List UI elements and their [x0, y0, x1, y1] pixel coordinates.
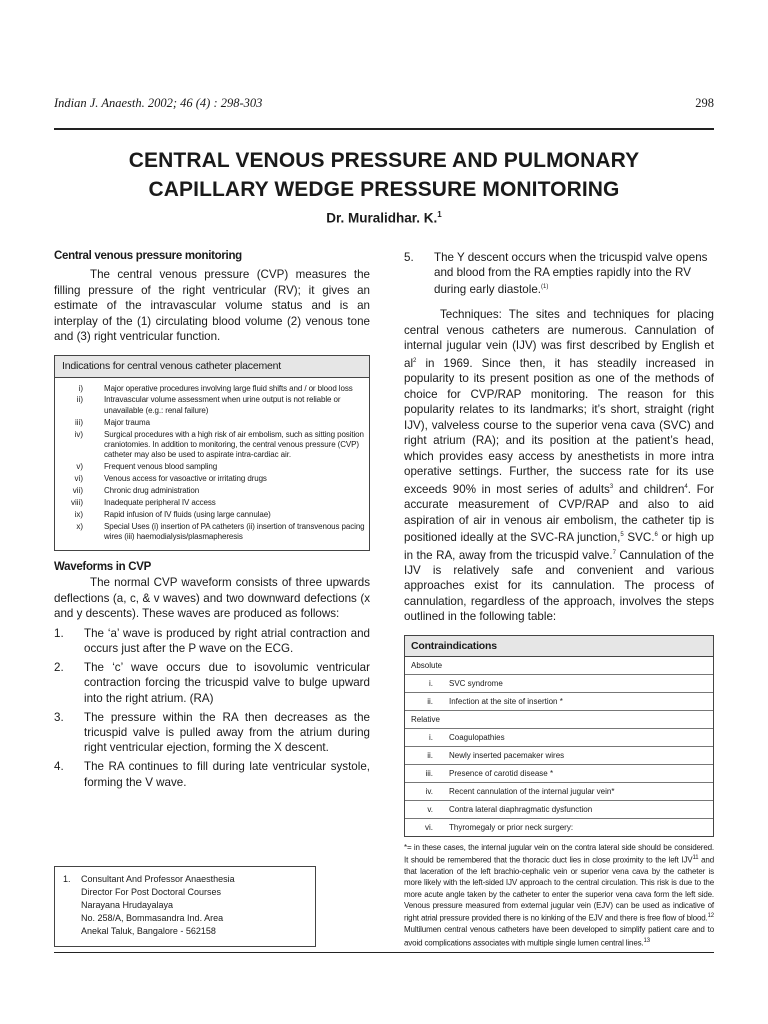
contra-group-relative: Relative	[405, 711, 713, 729]
reference-mark: 6	[654, 532, 658, 539]
author-affiliation-mark: 1	[437, 210, 442, 219]
wave-item: 1. The ‘a’ wave is produced by right atrial contraction and occurs just after the P wave on the ECG.	[54, 626, 370, 655]
indication-item: vii) Chronic drug administration	[72, 486, 200, 496]
section-heading-waveforms: Waveforms in CVP	[54, 561, 152, 574]
affiliation-line: Anekal Taluk, Bangalore - 562158	[81, 926, 216, 936]
reference-mark: 5	[620, 532, 624, 539]
reference-mark: 3	[609, 483, 614, 490]
reference-mark: 4	[684, 483, 688, 490]
contra-row: ii. Newly inserted pacemaker wires	[405, 747, 713, 765]
indication-item: x) Special Uses (i) insertion of PA catheters (ii) insertion of transvenous pacing wires (iii) haemodialysis/plasmapheresis	[76, 521, 365, 542]
cvp-intro-paragraph: The central venous pressure (CVP) measures the filling pressure of the right ventricular (RV); it gives an estimate of the intravascular volume status and is an interplay of the (1) circulating blood volume (2) venous tone and (3) right ventricular function.	[54, 268, 370, 343]
affiliation-line: No. 258/A, Bommasandra Ind. Area	[81, 913, 224, 923]
contraindications-title: Contraindications	[405, 636, 713, 657]
indication-item: iv) Surgical procedures with a high risk of air embolism, such as sitting position craniotomies. In addition to monitoring, the central venous pressure (CVP) catheter may also be used to aspirate intra-cardiac air.	[74, 429, 364, 460]
indication-item: ii) Intravascular volume assessment when urine output is not reliable or unavailable (e.g.: renal failure)	[76, 395, 341, 415]
indications-title: Indications for central venous catheter placement	[55, 356, 369, 378]
wave-item: 2. The ‘c’ wave occurs due to isovolumic ventricular contraction forcing the tricuspid valve to bulge upward into the right atrium. (RA)	[54, 661, 370, 705]
indication-item: i) Major operative procedures involving large fluid shifts and / or blood loss	[78, 383, 353, 393]
techniques-paragraph: Techniques: The sites and techniques for placing central venous catheters are numerous. Cannulation of internal jugular vein (IJV) was first described by English et $al^2$ in 1969. Since then, it has steadily increased in popularity to its present position as one of the methods of choice for CVP/RAP monitoring. The reason for this popularity relates to its landmarks; it’s short, straight (right IJV), valveless course to the superior vena cava (SVC) and right atrium (RA); and its position at the patient’s head, which provides easy access by anesthetists in more intra operative settings. Further, the success rate for its use exceeds 90% in most series of adults$^3$ and children$^4$. For accurate measurement of CVP/RAP and also to aid aspiration of air in venous air embolism, the catheter tip is positioned ideally at the SVC-RA junction,$^5$ SVC.$^6$ or high up in the RA, away from the tricuspid valve.$^7$ Cannulation of the IJV is relatively safe and convenient and various approaches exist for its cannulation. The process of cannulation, regardless of the approach, involves the steps outlined in the following table:	[404, 308, 715, 624]
indications-box	[54, 355, 370, 552]
indications-list	[55, 378, 369, 551]
contra-group-absolute: Absolute	[405, 657, 713, 675]
indication-item: v) Frequent venous blood sampling	[76, 462, 218, 472]
waveforms-intro-paragraph: The normal CVP waveform consists of three upwards deflections (a, c, & v waves) and two downward defections (x and y descents). These waves are produced as follows:	[54, 576, 370, 621]
right-column	[404, 250, 714, 949]
reference-mark: (1)	[540, 284, 549, 291]
article-title	[54, 146, 714, 204]
contra-row: ii. Infection at the site of insertion *	[405, 693, 713, 711]
contra-row: iv. Recent cannulation of the internal jugular vein*	[405, 783, 713, 801]
author	[54, 210, 714, 226]
reference-mark: 12	[707, 913, 714, 920]
contraindications-footnote: *= in these cases, the internal jugular vein on the contra lateral side should be considered. It should be remembered that the thoracic duct lies in close proximity to the left IJV$^{11}$ and that laceration of the left brachio-cephalic vein or superior vena cava by the catheter is more likely with the left-sided IJV approach to the central circulation. This risk is due to the more acute angle taken by the catheter to enter the superior vena cava form the left side. Venous pressure measured from external jugular vein (EJV) can be used as indicative of right atrial pressure provided there is no kinking of the EJV and there is free flow of blood.$^{12}$ Multilumen central venous catheters have been developed to simplify patient care and to avoid complications associates with multiple single lumen central lines.$^{13}$	[404, 842, 714, 948]
author-affiliation-box	[54, 866, 316, 947]
section-heading-cvp: Central venous pressure monitoring	[54, 250, 242, 262]
wave-item: 4. The RA continues to fill during late ventricular systole, forming the V wave.	[54, 760, 370, 789]
reference-mark: 2	[413, 357, 417, 364]
top-rule	[54, 128, 714, 130]
title-line-2: CAPILLARY WEDGE PRESSURE MONITORING	[148, 178, 620, 201]
contra-row: i. Coagulopathies	[405, 729, 713, 747]
contra-row: vi. Thyromegaly or prior neck surgery:	[425, 822, 574, 832]
page-header	[54, 96, 714, 114]
reference-mark: 7	[612, 549, 616, 556]
affiliation-line: Narayana Hrudayalaya	[81, 900, 174, 910]
reference-mark: 13	[643, 937, 650, 944]
left-column	[54, 250, 370, 794]
affiliation-line: Consultant And Professor Anaesthesia	[81, 874, 235, 884]
contra-row: i. SVC syndrome	[405, 675, 713, 693]
indication-item: vi) Venous access for vasoactive or irritating drugs	[74, 474, 267, 484]
author-name: Dr. Muralidhar. K.	[326, 210, 438, 226]
wave-item-5: 5. The Y descent occurs when the tricuspid valve opens and blood from the RA empties rapidly into the RV during early diastole.$^{(1)}$	[404, 251, 708, 297]
journal-citation: Indian J. Anaesth. 2002; 46 (4) : 298-303	[54, 96, 263, 110]
indication-item: ix) Rapid infusion of IV fluids (using large cannulae)	[74, 509, 271, 519]
contra-row: v. Contra lateral diaphragmatic dysfunction	[405, 801, 713, 819]
bottom-rule	[54, 952, 714, 953]
page-number: 298	[695, 96, 714, 110]
affiliation-line: Director For Post Doctoral Courses	[81, 887, 222, 897]
contra-row: iii. Presence of carotid disease *	[405, 765, 713, 783]
reference-mark: 11	[692, 855, 699, 862]
waves-list	[54, 626, 370, 790]
wave-item: 3. The pressure within the RA then decreases as the tricuspid valve is pulled away from the atrium during right ventricular ejection, forming the X descent.	[54, 710, 370, 755]
contraindications-table	[404, 635, 714, 837]
affiliation-number: 1.	[63, 874, 71, 884]
indication-item: viii) Inadequate peripheral IV access	[71, 498, 216, 508]
title-line-1: CENTRAL VENOUS PRESSURE AND PULMONARY	[128, 149, 640, 172]
indication-item: iii) Major trauma	[75, 417, 150, 427]
